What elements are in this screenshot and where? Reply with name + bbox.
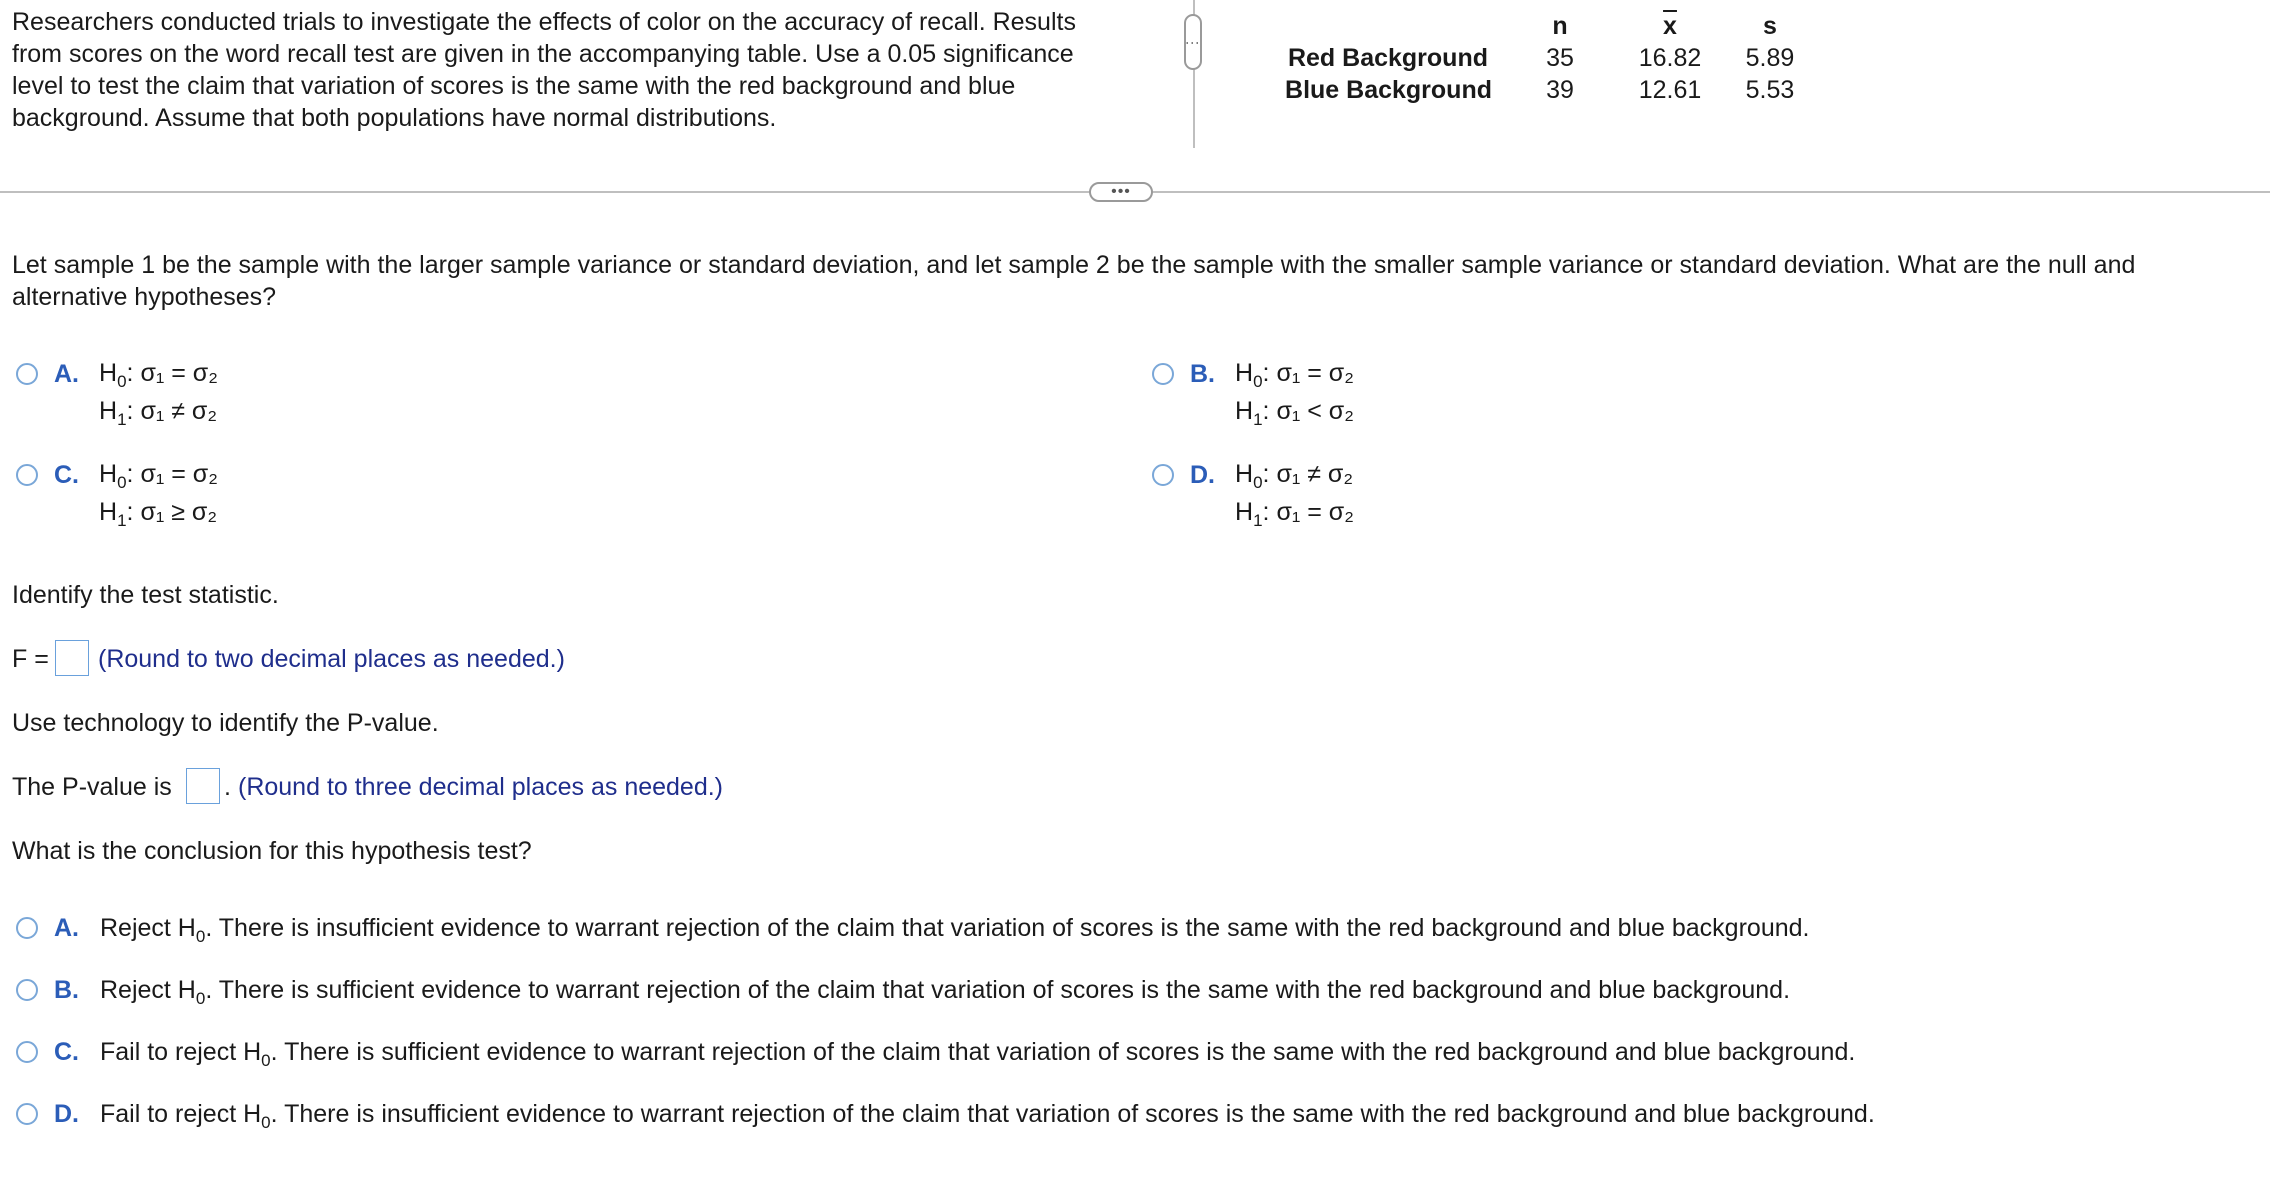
question1-prompt-line: alternative hypotheses? bbox=[12, 283, 277, 311]
radio-button[interactable] bbox=[1152, 363, 1174, 385]
pvalue-suffix: . bbox=[224, 773, 231, 801]
f-statistic-row bbox=[12, 643, 49, 675]
hypothesis-h1 bbox=[99, 493, 217, 531]
more-horizontal-icon: ••• bbox=[1111, 183, 1131, 200]
conclusion-option-a[interactable] bbox=[14, 912, 2014, 948]
question3-prompt: Use technology to identify the P-value. bbox=[12, 709, 439, 737]
header-s: s bbox=[1763, 12, 1777, 40]
h1-symbol: H bbox=[1235, 498, 1254, 526]
pvalue-round-hint: (Round to three decimal places as needed.) bbox=[238, 773, 724, 801]
option-text bbox=[100, 912, 1809, 944]
hypothesis-h1 bbox=[99, 392, 217, 430]
question1-prompt bbox=[12, 249, 2252, 313]
h1-subscript: 1 bbox=[117, 511, 127, 530]
problem-line: from scores on the word recall test are given in the accompanying table. Use a 0.05 significance bbox=[12, 40, 1074, 68]
h0-symbol: H bbox=[1235, 359, 1254, 387]
pvalue-input[interactable] bbox=[186, 768, 220, 804]
h0-subscript: 0 bbox=[117, 372, 127, 391]
cell-red-s: 5.89 bbox=[1745, 44, 1795, 72]
explanation: . There is insufficient evidence to warrant rejection of the claim that variation of scores is the same with the red background and blue background. bbox=[205, 914, 1810, 942]
hypothesis-h0 bbox=[99, 354, 218, 392]
h0-subscript: 0 bbox=[261, 1113, 271, 1132]
hypothesis-h1 bbox=[1235, 392, 1354, 430]
h0-subscript: 0 bbox=[1253, 372, 1263, 391]
option-text bbox=[100, 1098, 1875, 1130]
option-text bbox=[100, 974, 1790, 1006]
f-statistic-input[interactable] bbox=[55, 640, 89, 676]
action: Fail to reject H bbox=[100, 1038, 262, 1066]
colon: : bbox=[1262, 460, 1270, 488]
hypothesis-h1 bbox=[1235, 493, 1354, 531]
action: Reject H bbox=[100, 914, 196, 942]
h0-subscript: 0 bbox=[117, 473, 127, 492]
h0-subscript: 0 bbox=[195, 927, 206, 946]
colon: : bbox=[126, 359, 134, 387]
h1-symbol: H bbox=[99, 397, 118, 425]
row-label-blue: Blue Background bbox=[1285, 76, 1492, 104]
colon: : bbox=[126, 498, 134, 526]
h1-subscript: 1 bbox=[1253, 511, 1263, 530]
radio-button[interactable] bbox=[16, 464, 38, 486]
explanation: . There is insufficient evidence to warrant rejection of the claim that variation of scores is the same with the red background and blue background. bbox=[270, 1100, 1875, 1128]
hypothesis-h0 bbox=[99, 455, 218, 493]
h0-subscript: 0 bbox=[1253, 473, 1263, 492]
h0-expression: σ₁ = σ₂ bbox=[140, 359, 218, 387]
f-round-hint: (Round to two decimal places as needed.) bbox=[98, 645, 565, 673]
pvalue-label: The P-value is bbox=[12, 773, 172, 801]
h0-symbol: H bbox=[99, 359, 118, 387]
option-letter: D. bbox=[54, 1100, 79, 1128]
cell-red-xbar: 16.82 bbox=[1638, 44, 1702, 72]
h0-expression: σ₁ ≠ σ₂ bbox=[1276, 460, 1354, 488]
h0-expression: σ₁ = σ₂ bbox=[1276, 359, 1354, 387]
hypothesis-option-b[interactable] bbox=[1150, 357, 1630, 437]
option-letter: B. bbox=[1190, 360, 1215, 388]
cell-blue-s: 5.53 bbox=[1745, 76, 1795, 104]
header-xbar bbox=[1630, 10, 1710, 42]
h0-symbol: H bbox=[1235, 460, 1254, 488]
option-letter: D. bbox=[1190, 461, 1215, 489]
h1-subscript: 1 bbox=[117, 410, 127, 429]
conclusion-option-b[interactable] bbox=[14, 974, 2014, 1010]
xbar-symbol: $\overline{x}$ bbox=[1663, 12, 1677, 40]
cell-blue-xbar: 12.61 bbox=[1638, 76, 1702, 104]
conclusion-option-d[interactable] bbox=[14, 1098, 2014, 1134]
h1-symbol: H bbox=[1235, 397, 1254, 425]
f-label: F = bbox=[12, 645, 49, 673]
colon: : bbox=[1262, 397, 1270, 425]
h0-expression: σ₁ = σ₂ bbox=[140, 460, 218, 488]
h0-subscript: 0 bbox=[261, 1051, 271, 1070]
hypothesis-h0 bbox=[1235, 455, 1353, 493]
colon: : bbox=[126, 460, 134, 488]
cell-blue-n: 39 bbox=[1546, 76, 1574, 104]
problem-statement bbox=[12, 6, 1142, 134]
option-letter: A. bbox=[54, 360, 79, 388]
option-letter: A. bbox=[54, 914, 79, 942]
vertical-collapse-handle[interactable] bbox=[1184, 14, 1202, 70]
colon: : bbox=[1262, 498, 1270, 526]
more-vertical-icon: ⋮ bbox=[1185, 36, 1201, 48]
radio-button[interactable] bbox=[16, 363, 38, 385]
problem-line: Researchers conducted trials to investigate the effects of color on the accuracy of recall. Results bbox=[12, 8, 1076, 36]
option-letter: C. bbox=[54, 1038, 79, 1066]
option-letter: C. bbox=[54, 461, 79, 489]
explanation: . There is sufficient evidence to warrant rejection of the claim that variation of scores is the same with the red background and blue background. bbox=[270, 1038, 1856, 1066]
h0-subscript: 0 bbox=[195, 989, 206, 1008]
radio-button[interactable] bbox=[16, 1041, 38, 1063]
hypothesis-option-c[interactable] bbox=[14, 458, 494, 538]
hypothesis-option-d[interactable] bbox=[1150, 458, 1630, 538]
horizontal-expand-handle[interactable] bbox=[1089, 182, 1153, 202]
problem-line: level to test the claim that variation of scores is the same with the red background and blue bbox=[12, 72, 1016, 100]
colon: : bbox=[126, 397, 134, 425]
question2-prompt: Identify the test statistic. bbox=[12, 581, 279, 609]
explanation: . There is sufficient evidence to warrant rejection of the claim that variation of scores is the same with the red background and blue background. bbox=[205, 976, 1791, 1004]
problem-line: background. Assume that both populations have normal distributions. bbox=[12, 104, 777, 132]
header-n: n bbox=[1552, 12, 1568, 40]
question1-prompt-line: Let sample 1 be the sample with the larger sample variance or standard deviation, and let sample 2 be the sample with the smaller sample variance or standard deviation. What are the null and bbox=[12, 251, 2136, 279]
hypothesis-h0 bbox=[1235, 354, 1354, 392]
h1-symbol: H bbox=[99, 498, 118, 526]
radio-button[interactable] bbox=[16, 979, 38, 1001]
h1-expression: σ₁ ≥ σ₂ bbox=[140, 498, 218, 526]
hypothesis-option-a[interactable] bbox=[14, 357, 494, 437]
cell-red-n: 35 bbox=[1546, 44, 1574, 72]
radio-button[interactable] bbox=[1152, 464, 1174, 486]
data-table bbox=[1270, 10, 1810, 110]
option-letter: B. bbox=[54, 976, 79, 1004]
h0-symbol: H bbox=[99, 460, 118, 488]
h1-expression: σ₁ = σ₂ bbox=[1276, 498, 1354, 526]
h1-expression: σ₁ < σ₂ bbox=[1276, 397, 1354, 425]
radio-button[interactable] bbox=[16, 1103, 38, 1125]
action: Fail to reject H bbox=[100, 1100, 262, 1128]
option-text bbox=[100, 1036, 1855, 1068]
action: Reject H bbox=[100, 976, 196, 1004]
radio-button[interactable] bbox=[16, 917, 38, 939]
question4-prompt: What is the conclusion for this hypothesis test? bbox=[12, 837, 532, 865]
h1-expression: σ₁ ≠ σ₂ bbox=[140, 397, 218, 425]
row-label-red: Red Background bbox=[1287, 44, 1488, 72]
conclusion-option-c[interactable] bbox=[14, 1036, 2014, 1072]
h1-subscript: 1 bbox=[1253, 410, 1263, 429]
colon: : bbox=[1262, 359, 1270, 387]
